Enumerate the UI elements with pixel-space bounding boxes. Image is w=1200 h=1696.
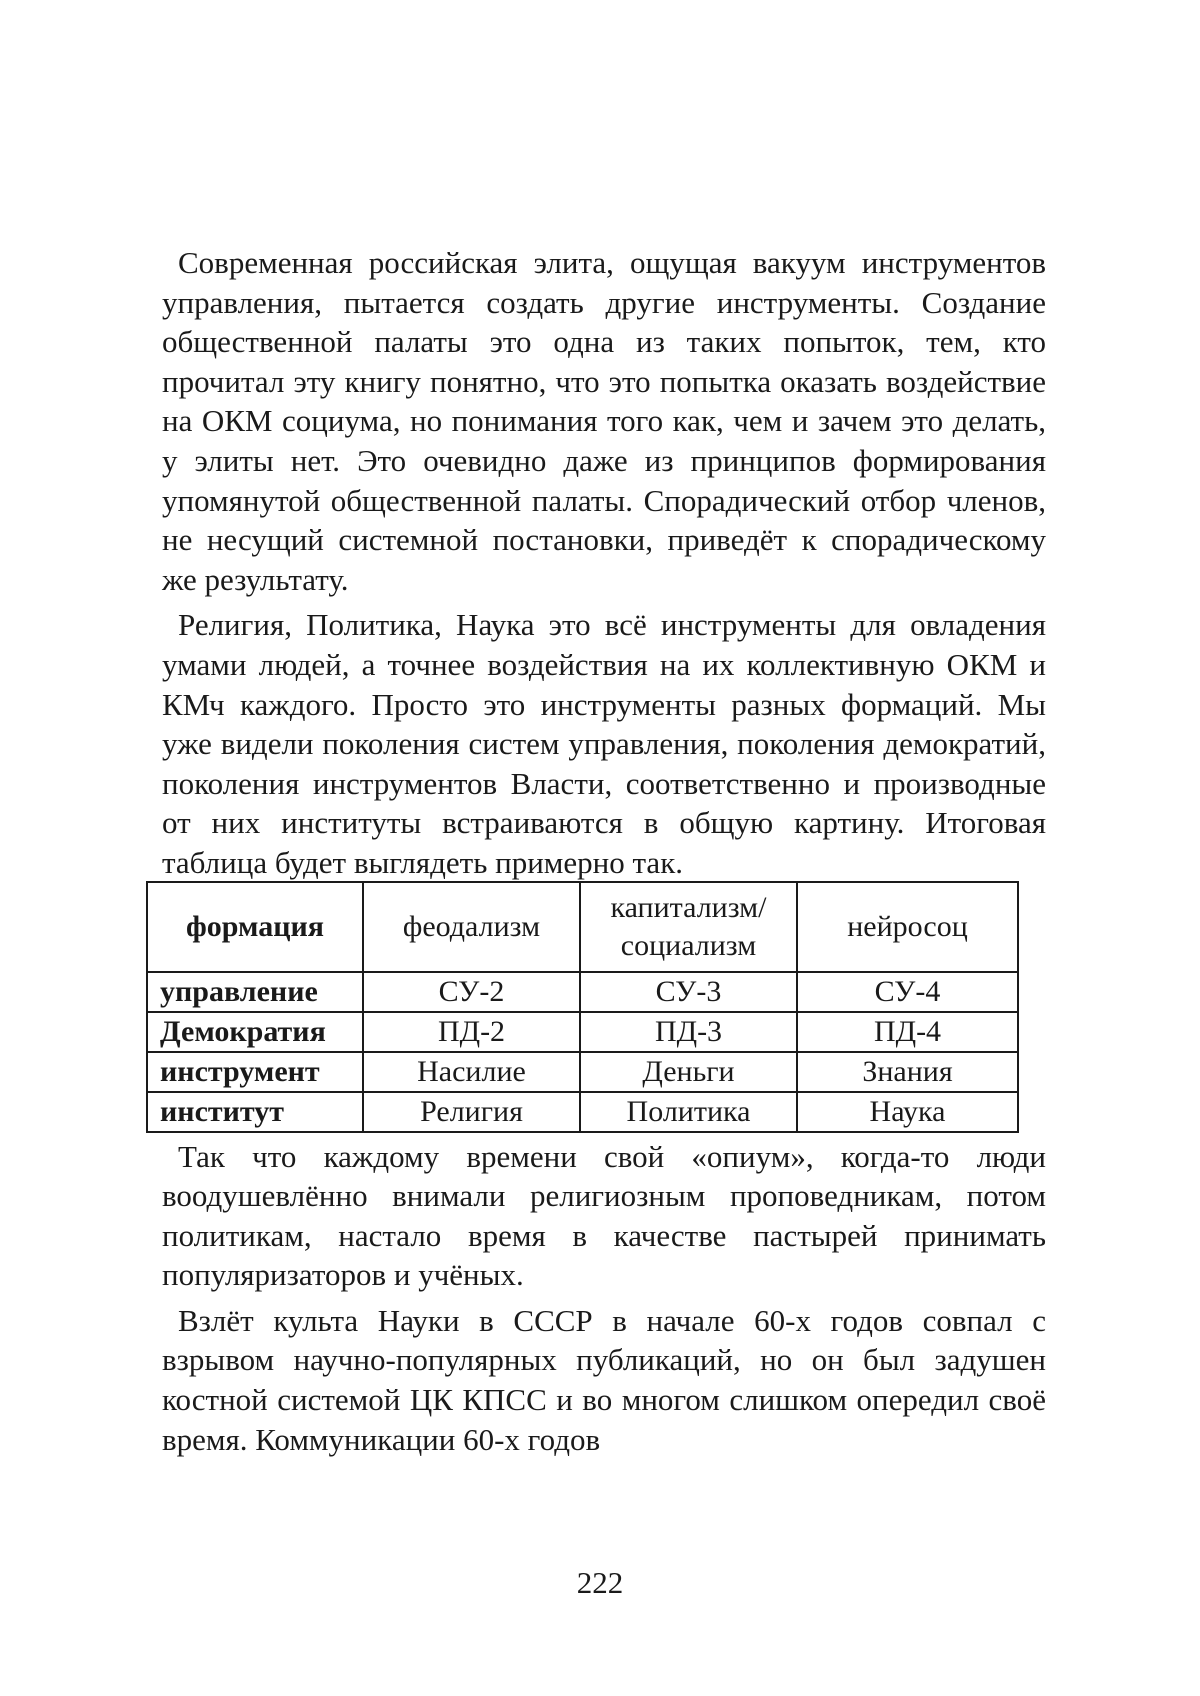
table-cell: Наука: [797, 1092, 1018, 1132]
table-row: [147, 1092, 1018, 1132]
paragraph-religion-politics-science: Религия, Политика, Наука это всё инструменты для овладения умами людей, а точнее воздействия на их коллективную ОКМ и КМч каждого. Просто это инструменты разных формаций. Мы уже видели поколения систем управления, поколения демократий, поколения инструментов Власти, соответственно и производные от них институты встраиваются в общую картину. Итоговая таблица будет выглядеть примерно так.: [162, 607, 1046, 880]
table-row-label: Демократия: [147, 1012, 363, 1052]
table-cell: ПД-3: [580, 1012, 797, 1052]
table-header-capitalism-socialism: капитализм/ социализм: [580, 882, 797, 972]
table-header-row-label: формация: [147, 882, 363, 972]
table-header-row: [147, 882, 1018, 972]
formations-table: [146, 881, 1019, 1133]
page-number: 222: [576, 1565, 624, 1600]
table-cell: Деньги: [580, 1052, 797, 1092]
table-row: [147, 972, 1018, 1012]
table-cell: СУ-4: [797, 972, 1018, 1012]
formations-table-wrapper: [146, 881, 1017, 1133]
table-row: [147, 1012, 1018, 1052]
paragraph-opium: Так что каждому времени свой «опиум», когда-то люди воодушевлённо внимали религиозным проповедникам, потом политикам, настало время в качестве пастырей принимать популяризаторов и учёных.: [162, 1138, 1046, 1293]
table-cell: Политика: [580, 1092, 797, 1132]
paragraph-science-cult: Взлёт культа Науки в СССР в начале 60-х годов совпал с взрывом научно-популярных публикаций, но он был задушен костной системой ЦК КПСС и во многом слишком опередил своё время. Коммуникации 60-х годов: [162, 1302, 1046, 1457]
table-cell: Насилие: [363, 1052, 580, 1092]
table-cell: Знания: [797, 1052, 1018, 1092]
table-header-neurosoc: нейросоц: [797, 882, 1018, 972]
table-row: [147, 1052, 1018, 1092]
table-cell: ПД-4: [797, 1012, 1018, 1052]
table-row-label: институт: [147, 1092, 363, 1132]
table-cell: СУ-3: [580, 972, 797, 1012]
table-cell: Религия: [363, 1092, 580, 1132]
table-row-label: управление: [147, 972, 363, 1012]
table-cell: ПД-2: [363, 1012, 580, 1052]
page-body: [162, 243, 1046, 1459]
paragraph-elite: Современная российская элита, ощущая вакуум инструментов управления, пытается создать другие инструменты. Создание общественной палаты это одна из таких попыток, тем, кто прочитал эту книгу понятно, что это попытка оказать воздействие на ОКМ социума, но понимания того как, чем и зачем это делать, у элиты нет. Это очевидно даже из принципов формирования упомянутой общественной палаты. Спорадический отбор членов, не несущий системной постановки, приведёт к спорадическому же результату.: [162, 245, 1046, 597]
table-cell: СУ-2: [363, 972, 580, 1012]
table-row-label: инструмент: [147, 1052, 363, 1092]
table-header-feudalism: феодализм: [363, 882, 580, 972]
